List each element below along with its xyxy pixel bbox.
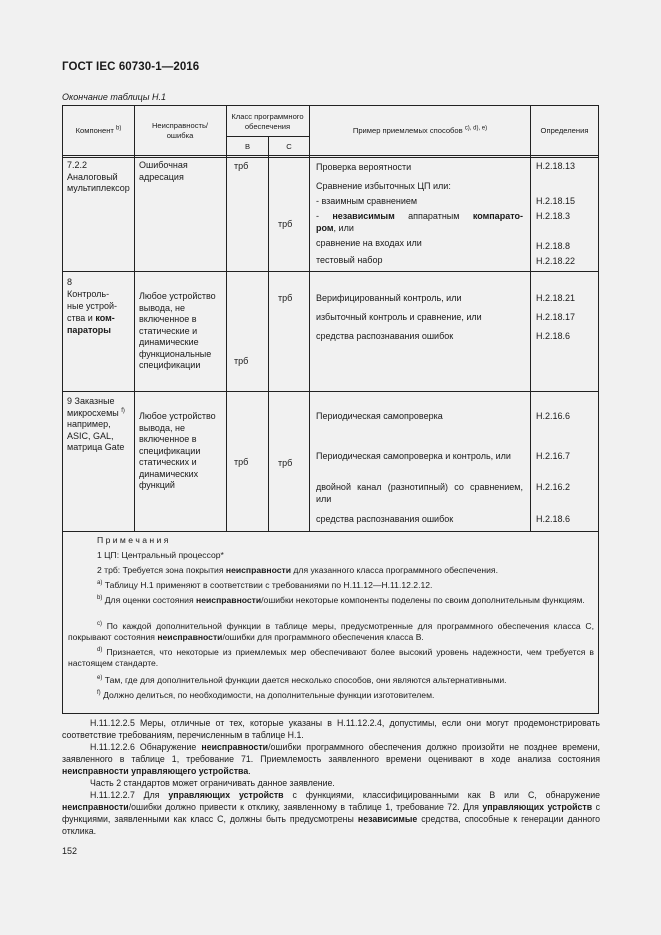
column-header-class-b: B	[244, 142, 251, 151]
row3-definition-2: Н.2.16.7	[536, 451, 571, 461]
row2-fault: Любое устройство вывода, не включенное в статические и динамические функциональные спецификации	[139, 291, 216, 370]
row1-class-b: трб	[234, 161, 249, 171]
page-number: 152	[62, 846, 78, 856]
row1-fault: Ошибочная адресация	[139, 160, 188, 182]
table-caption: Окончание таблицы Н.1	[62, 92, 166, 102]
row1-method-6: тестовый набор	[316, 255, 383, 265]
row1-method-1: Проверка вероятности	[316, 162, 412, 172]
note-e: $^{e)}$ Там, где для дополнительной функции дается несколько способов, они являются альтернативными.	[97, 675, 507, 685]
row3-method-4: средства распознавания ошибок	[316, 514, 454, 524]
row2-method-2: избыточный контроль и сравнение, или	[316, 312, 482, 322]
paragraph-h-11-12-2-5: Н.11.12.2.5 Меры, отличные от тех, которые указаны в Н.11.12.2.4, допустимы, если они могут продемонстрировать соответствие требованиям, перечисленным в таблице Н.1.	[62, 718, 600, 740]
row2-class-c: трб	[278, 293, 293, 303]
note-d: $^{d)}$ Признается, что некоторые из приемлемых мер обеспечивают более высокий уровень надежности, чем требуется в настоящем стандарте.	[68, 647, 594, 668]
column-header-definitions: Определения	[540, 126, 589, 135]
row3-method-1: Периодическая самопроверка	[316, 411, 443, 421]
note-c: $^{c)}$ По каждой дополнительной функции в таблице меры, предусмотренные для программного обеспечения класса С, покрывают состояния неисправности/ошибки для программного обеспечения класса В.	[68, 621, 595, 642]
row2-class-b: трб	[234, 356, 249, 366]
row1-definition-5: Н.2.18.22	[536, 256, 576, 266]
row3-fault: Любое устройство вывода, не включенное в спецификации статических и динамических функций	[139, 411, 216, 490]
row3-method-2: Периодическая самопроверка и контроль, или	[316, 451, 511, 461]
row1-component: 7.2.2 Аналоговый мультиплексор	[67, 160, 130, 193]
document-title: ГОСТ IEC 60730-1—2016	[62, 61, 200, 73]
notes-heading: П р и м е ч а н и я	[97, 535, 169, 545]
note-a: $^{a)}$ Таблицу Н.1 применяют в соответствии с требованиями по Н.11.12—Н.11.12.2.12.	[97, 580, 433, 590]
paragraph-h-11-12-2-6: Н.11.12.2.6 Обнаружение неисправности/ошибки программного обеспечения должно произойти не позднее времени, заявленного в таблице 1, требование 71. Приемлемость заявленного времени оценивают в ходе анализа состояния неисправности управляющего устройства.	[62, 742, 600, 776]
row3-component: 9 Заказные микросхемы $^{f)}$ например, ASIC, GAL, матрица Gate	[67, 396, 125, 452]
row1-method-2: Сравнение избыточных ЦП или:	[316, 181, 451, 191]
paragraph-h-11-12-2-7: Н.11.12.2.7 Для управляющих устройств с функциями, классифицированными как В или С, обнаружение неисправности/ошибки должно привести к отклику, заявленному в таблице 1, требование 72. Для управляющих устройств с функциями, заявленными как класс С, должны быть предусмотрены независимые средства, способные к генерации данного отклика.	[62, 790, 601, 836]
note-1: 1 ЦП: Центральный процессор*	[97, 550, 224, 560]
column-header-fault: Неисправность/ ошибка	[151, 121, 209, 140]
column-header-software-class: Класс программного обеспечения	[231, 112, 304, 131]
row3-definition-1: Н.2.16.6	[536, 411, 571, 421]
row2-definition-3: Н.2.18.6	[536, 331, 571, 341]
row3-definition-4: Н.2.18.6	[536, 514, 571, 524]
row1-method-4b: ром, или	[316, 223, 354, 233]
row2-method-1: Верифицированный контроль, или	[316, 293, 462, 303]
row2-definition-2: Н.2.18.17	[536, 312, 576, 322]
column-header-component: Компонент $^{b)}$	[75, 125, 122, 135]
row1-class-c: трб	[278, 219, 293, 229]
column-header-example: Пример приемлемых способов $^{c), d), e)}$	[352, 125, 488, 135]
column-header-class-c: C	[286, 142, 292, 151]
paragraph-part-2-note: Часть 2 стандартов может ограничивать данное заявление.	[90, 778, 335, 788]
row3-definition-3: Н.2.16.2	[536, 482, 571, 492]
row2-definition-1: Н.2.18.21	[536, 293, 576, 303]
note-2: 2 трб: Требуется зона покрытия неисправности для указанного класса программного обеспечения.	[97, 565, 498, 575]
row1-definition-2: Н.2.18.15	[536, 196, 576, 206]
row1-definition-4: Н.2.18.8	[536, 241, 571, 251]
row3-class-b: трб	[234, 457, 249, 467]
note-f: $^{f)}$ Должно делиться, по необходимости, на дополнительные функции изготовителем.	[97, 690, 435, 700]
row3-class-c: трб	[278, 458, 293, 468]
row3-method-3: двойной канал (разнотипный) со сравнением, или	[316, 482, 523, 504]
row1-definition-3: Н.2.18.3	[536, 211, 571, 221]
row1-definition-1: Н.2.18.13	[536, 161, 576, 171]
body-text	[62, 717, 600, 837]
row1-method-5: сравнение на входах или	[316, 238, 422, 248]
row1-method-4a: - независимым аппаратным компарато-	[316, 211, 523, 221]
row2-component: 8 Контроль- ные устрой- ства и ком- параторы	[67, 277, 118, 335]
note-b: $^{b)}$ Для оценки состояния неисправности/ошибки некоторые компоненты поделены по своим дополнительным функциям.	[97, 595, 585, 605]
row1-method-3: - взаимным сравнением	[316, 196, 418, 206]
row2-method-3: средства распознавания ошибок	[316, 331, 454, 341]
